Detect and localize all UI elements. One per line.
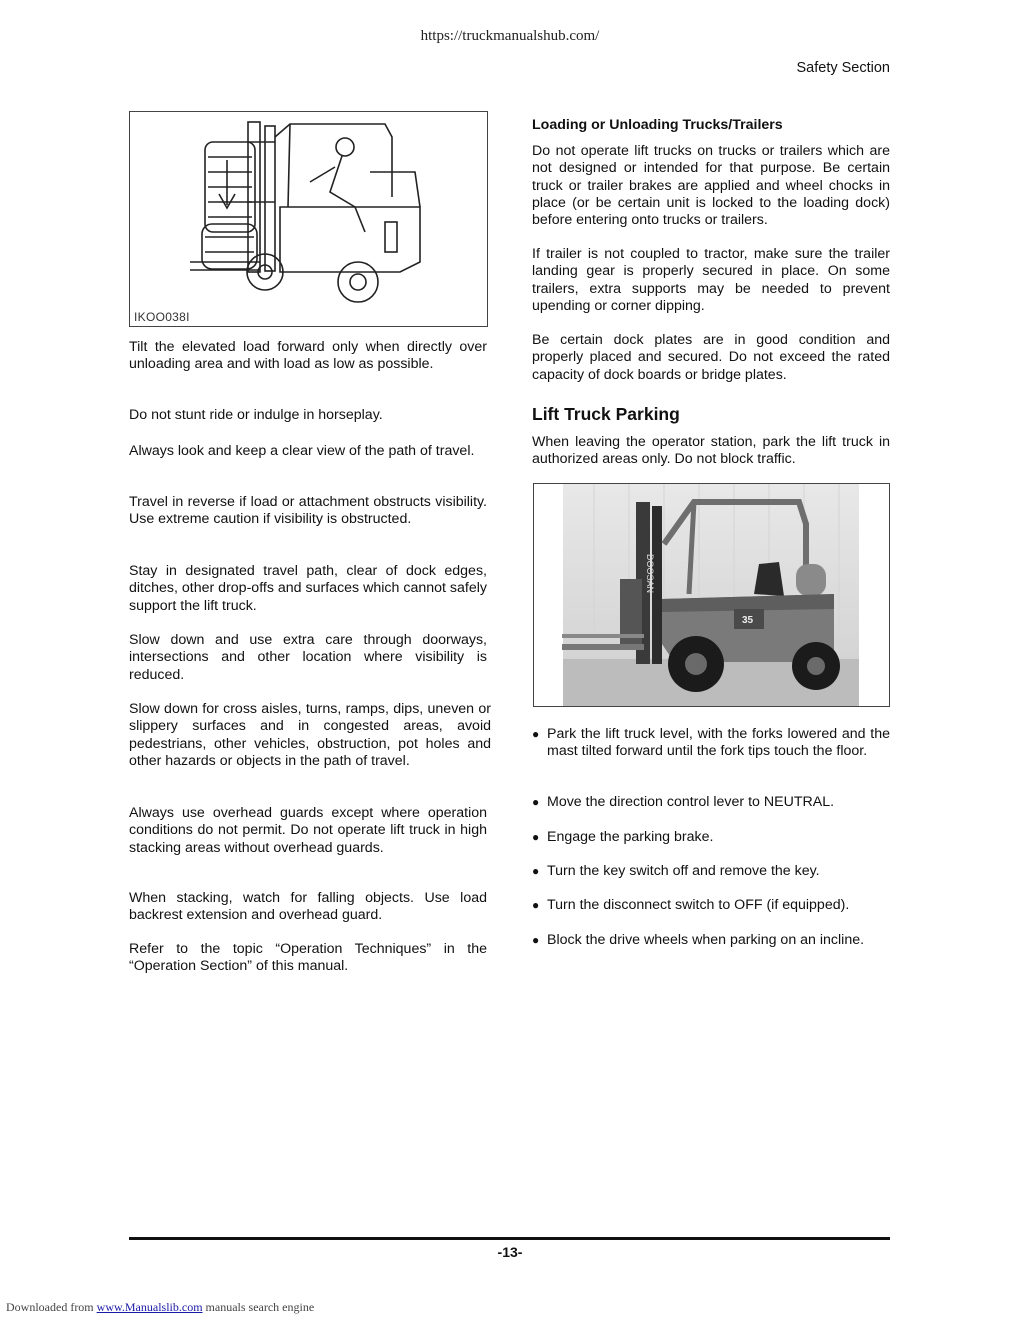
parking-heading: Lift Truck Parking: [532, 404, 680, 424]
paragraph-reverse: Travel in reverse if load or attachment obstructs visibility. Use extreme caution if visibility is obstructed.: [129, 494, 487, 528]
source-url: https://truckmanualshub.com/: [420, 28, 600, 44]
paragraph-parking-intro: When leaving the operator station, park the lift truck in authorized areas only. Do not block traffic.: [532, 434, 890, 468]
bullet-icon: ●: [532, 795, 540, 809]
paragraph-clear-view: Always look and keep a clear view of the path of travel.: [129, 443, 475, 459]
parking-bullet-list: [532, 726, 890, 986]
footer-prefix: Downloaded from: [6, 1300, 94, 1314]
paragraph-cross-aisles: Slow down for cross aisles, turns, ramps, dips, uneven or slippery surfaces and in congested areas, avoid pedestrians, other vehicles, obstruction, pot holes and other hazards or objects in the path of travel.: [129, 701, 491, 769]
paragraph-travel-path: Stay in designated travel path, clear of dock edges, ditches, other drop-offs and surfaces which cannot safely support the lift truck.: [129, 563, 487, 614]
bullet-icon: ●: [532, 898, 540, 912]
loading-heading: Loading or Unloading Trucks/Trailers: [532, 117, 783, 133]
bullet-icon: ●: [532, 864, 540, 878]
manualslib-link[interactable]: www.Manualslib.com: [96, 1300, 203, 1314]
forklift-line-drawing: [130, 112, 487, 312]
list-item: ● Park the lift truck level, with the forks lowered and the mast tilted forward until the fork tips touch the floor.: [532, 726, 890, 760]
paragraph-loading-1: Do not operate lift trucks on trucks or trailers which are not designed or intended for that purpose. Be certain truck or trailer brakes are applied and wheel chocks in place (or be certain unit is locked to the loading dock) before entering onto trucks or trailers.: [532, 143, 890, 229]
figure-caption: IKOO038I: [134, 310, 190, 324]
forklift-photo: [533, 483, 890, 707]
forklift-photo-drawing: [534, 484, 889, 706]
section-title: Safety Section: [796, 60, 890, 76]
paragraph-refer: Refer to the topic “Operation Techniques” in the “Operation Section” of this manual.: [129, 941, 487, 975]
list-item: ● Turn the disconnect switch to OFF (if equipped).: [532, 897, 850, 913]
paragraph-tilt: Tilt the elevated load forward only when directly over unloading area and with load as low as possible.: [129, 339, 487, 373]
page-number: -13-: [497, 1244, 523, 1260]
paragraph-doorways: Slow down and use extra care through doorways, intersections and other location where visibility is reduced.: [129, 632, 487, 683]
download-footer: [6, 1300, 314, 1315]
photo-capacity-text: 35: [742, 615, 754, 626]
footer-suffix: manuals search engine: [205, 1300, 315, 1314]
bullet-icon: ●: [532, 830, 540, 844]
paragraph-loading-2: If trailer is not coupled to tractor, make sure the trailer landing gear is properly secured in place. On some trailers, extra supports may be needed to prevent upending or corner dipping.: [532, 246, 890, 314]
paragraph-horseplay: Do not stunt ride or indulge in horseplay.: [129, 407, 383, 423]
paragraph-loading-3: Be certain dock plates are in good condition and properly placed and secured. Do not exceed the rated capacity of dock boards or bridge plates.: [532, 332, 890, 383]
list-item: ● Turn the key switch off and remove the key.: [532, 863, 820, 879]
list-item: ● Block the drive wheels when parking on an incline.: [532, 932, 865, 948]
list-item: ● Move the direction control lever to NEUTRAL.: [532, 794, 835, 810]
list-item: ● Engage the parking brake.: [532, 829, 714, 845]
paragraph-overhead-guards: Always use overhead guards except where operation conditions do not permit. Do not operate lift truck in high stacking areas without overhead guards.: [129, 805, 487, 856]
paragraph-stacking: When stacking, watch for falling objects. Use load backrest extension and overhead guard.: [129, 890, 487, 924]
bullet-icon: ●: [532, 933, 540, 947]
photo-brand-text: DOOSAN: [645, 554, 655, 594]
bullet-icon: ●: [532, 727, 540, 741]
footer-rule: [129, 1237, 890, 1240]
forklift-tilt-illustration: [129, 111, 488, 327]
